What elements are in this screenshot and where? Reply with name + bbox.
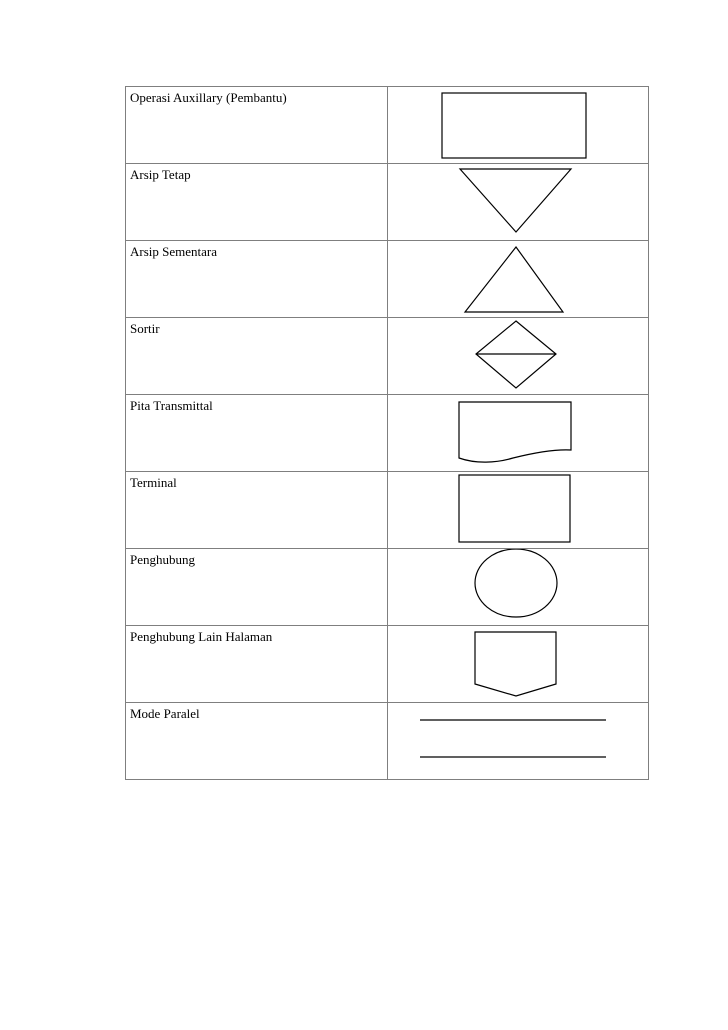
symbol-label: Arsip Sementara [126, 241, 388, 318]
table-row [126, 703, 649, 780]
symbol-label: Sortir [126, 318, 388, 395]
symbol-label: Terminal [126, 472, 388, 549]
symbol-cell [388, 703, 649, 780]
circle-icon [388, 549, 648, 625]
symbol-cell [388, 318, 649, 395]
table-row [126, 318, 649, 395]
table-row [126, 626, 649, 703]
symbol-label: Penghubung [126, 549, 388, 626]
symbol-cell [388, 164, 649, 241]
triangle-icon [388, 241, 648, 317]
symbol-label: Arsip Tetap [126, 164, 388, 241]
symbol-label: Pita Transmittal [126, 395, 388, 472]
flowchart-symbol-table [125, 86, 649, 780]
symbol-cell [388, 626, 649, 703]
symbol-cell [388, 241, 649, 318]
symbol-cell [388, 395, 649, 472]
rectangle-icon [388, 472, 648, 548]
symbol-cell [388, 472, 649, 549]
parallel-lines-icon [388, 703, 648, 779]
symbol-label: Penghubung Lain Halaman [126, 626, 388, 703]
off-page-connector-icon [388, 626, 648, 702]
table-row [126, 395, 649, 472]
table-row [126, 87, 649, 164]
table-row [126, 241, 649, 318]
table-row [126, 164, 649, 241]
symbol-label: Operasi Auxillary (Pembantu) [126, 87, 388, 164]
inverted-triangle-icon [388, 164, 648, 240]
symbol-cell [388, 87, 649, 164]
document-wave-icon [388, 395, 648, 471]
symbol-cell [388, 549, 649, 626]
table-row [126, 472, 649, 549]
symbol-label: Mode Paralel [126, 703, 388, 780]
table-row [126, 549, 649, 626]
split-diamond-icon [388, 318, 648, 394]
rectangle-icon [388, 87, 648, 163]
